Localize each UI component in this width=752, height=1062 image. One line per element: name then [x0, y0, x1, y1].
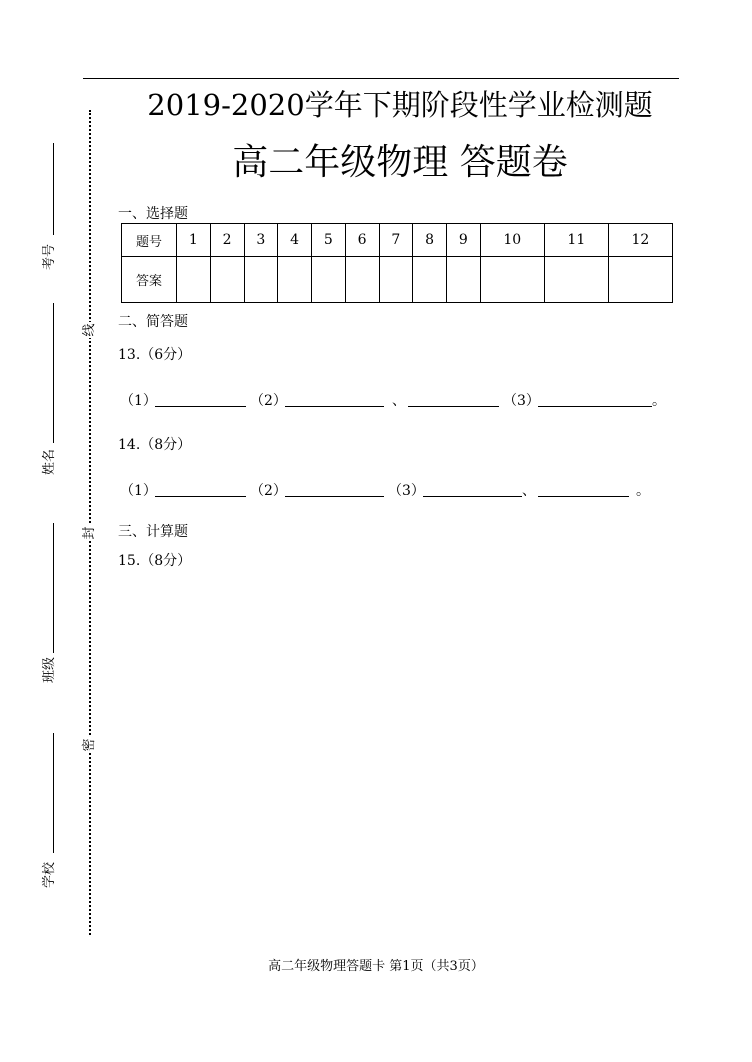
q14-separator: 、: [522, 483, 536, 499]
q14-part2-label: （2）: [250, 483, 287, 499]
q13-blank-4[interactable]: [538, 406, 652, 407]
answer-cell[interactable]: [447, 257, 481, 303]
question-number-cell: 11: [544, 224, 608, 257]
page-footer: 高二年级物理答题卡 第1页（共3页）: [268, 959, 484, 974]
top-rule: [83, 78, 679, 79]
question-number-cell: 10: [480, 224, 544, 257]
q13-blank-1[interactable]: [155, 406, 246, 407]
section-calculation-heading: 三、计算题: [118, 524, 188, 540]
q14-blank-4[interactable]: [538, 496, 629, 497]
question-15-answer-area[interactable]: [118, 580, 673, 940]
question-number-cell: 8: [413, 224, 447, 257]
question-number-cell: 4: [278, 224, 312, 257]
answer-label: 答案: [122, 257, 177, 303]
answer-cell[interactable]: [312, 257, 346, 303]
answer-cell[interactable]: [413, 257, 447, 303]
exam-number-label: 考号: [42, 243, 57, 270]
question-number-cell: 3: [244, 224, 278, 257]
name-line[interactable]: [53, 303, 54, 443]
q13-separator: 、: [392, 393, 406, 409]
answer-cell[interactable]: [608, 257, 672, 303]
q13-part3-label: （3）: [503, 393, 540, 409]
seal-mark-secret: 密: [82, 738, 97, 752]
question-number-cell: 2: [210, 224, 244, 257]
seal-mark-seal: 封: [82, 526, 97, 540]
answer-cell[interactable]: [244, 257, 278, 303]
q14-period: 。: [636, 483, 650, 499]
question-13-title: 13.（6分）: [118, 347, 192, 363]
q14-part3-label: （3）: [388, 483, 425, 499]
exam-title: 2019-2020学年下期阶段性学业检测题: [147, 88, 653, 122]
section-short-answer-heading: 二、简答题: [118, 314, 188, 330]
answer-cell[interactable]: [278, 257, 312, 303]
class-line[interactable]: [53, 523, 54, 653]
question-number-row: [122, 224, 673, 257]
answer-grid: [121, 223, 673, 303]
answer-cell[interactable]: [210, 257, 244, 303]
question-number-cell: 6: [345, 224, 379, 257]
q13-blank-3[interactable]: [408, 406, 499, 407]
answer-row: [122, 257, 673, 303]
question-14-title: 14.（8分）: [118, 437, 192, 453]
school-label: 学校: [42, 861, 57, 888]
answer-cell[interactable]: [480, 257, 544, 303]
q13-blank-2[interactable]: [285, 406, 384, 407]
class-label: 班级: [42, 656, 57, 683]
answer-cell[interactable]: [345, 257, 379, 303]
exam-number-line[interactable]: [53, 143, 54, 235]
section-multiple-choice-heading: 一、选择题: [118, 206, 188, 222]
answer-cell[interactable]: [544, 257, 608, 303]
question-number-cell: 7: [379, 224, 413, 257]
question-number-cell: 9: [447, 224, 481, 257]
q13-part2-label: （2）: [250, 393, 287, 409]
q14-blank-2[interactable]: [285, 496, 384, 497]
q14-blank-3[interactable]: [423, 496, 522, 497]
q13-part1-label: （1）: [120, 393, 157, 409]
question-number-cell: 1: [177, 224, 211, 257]
school-line[interactable]: [53, 733, 54, 853]
answer-cell[interactable]: [177, 257, 211, 303]
seal-mark-line: 线: [82, 323, 97, 337]
question-number-cell: 12: [608, 224, 672, 257]
q14-part1-label: （1）: [120, 483, 157, 499]
question-number-cell: 5: [312, 224, 346, 257]
answer-sheet-title: 高二年级物理 答题卷: [232, 142, 568, 183]
binding-dotted-line: [89, 110, 91, 935]
name-label: 姓名: [42, 448, 57, 475]
question-number-label: 题号: [122, 224, 177, 257]
q13-period: 。: [652, 393, 666, 409]
answer-cell[interactable]: [379, 257, 413, 303]
question-15-title: 15.（8分）: [118, 553, 192, 569]
q14-blank-1[interactable]: [155, 496, 246, 497]
